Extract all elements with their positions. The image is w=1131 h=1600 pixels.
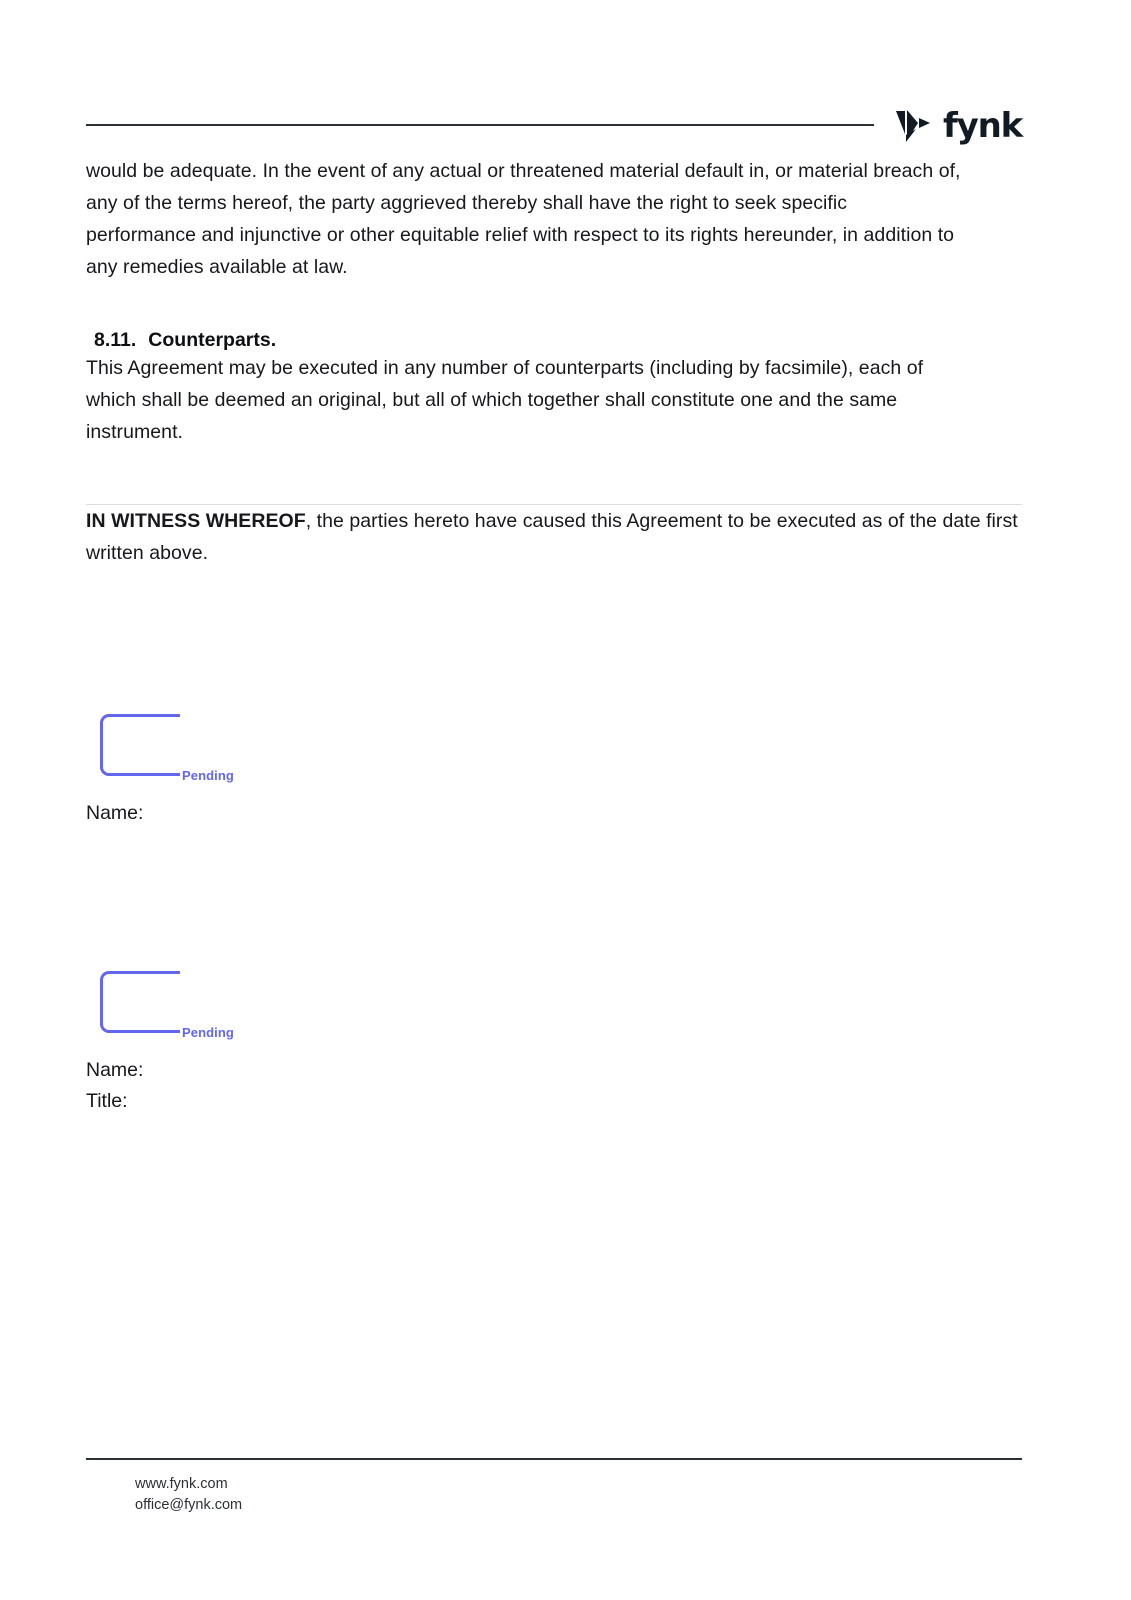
clause-body-paragraph: This Agreement may be executed in any number of counterparts (including by facsimile), each of which shall be deemed an original, but all of which together shall constitute one and the same instrument. — [86, 357, 924, 443]
page-footer — [86, 1458, 1022, 1516]
signature-block-1 — [86, 706, 246, 829]
clause-title: Counterparts. — [148, 329, 277, 351]
signature-block-2 — [86, 963, 246, 1117]
signature-status-badge-2: Pending — [182, 1025, 234, 1040]
footer-rule — [86, 1458, 1022, 1460]
clause-number: 8.11. — [94, 329, 137, 351]
header-rule — [86, 124, 874, 126]
origami-bird-icon — [892, 109, 934, 143]
witness-rest: , the parties hereto have caused this Agreement to be executed as of the date first written above. — [86, 510, 1018, 564]
document-content — [86, 155, 1022, 569]
name-label-1: Name: — [86, 802, 144, 824]
witness-paragraph — [86, 505, 1022, 569]
signature-field-2[interactable] — [86, 963, 246, 1041]
title-label-2: Title: — [86, 1090, 128, 1112]
clause-heading — [94, 329, 1022, 352]
continued-paragraph: would be adequate. In the event of any actual or threatened material default in, or material breach of, any of the terms hereof, the party aggrieved thereby shall have the right to seek specific performance and injunctive or other equitable relief with respect to its rights hereunder, in addition to any remedies available at law. — [86, 160, 961, 278]
footer-website[interactable]: www.fynk.com — [135, 1476, 228, 1492]
name-label-2: Name: — [86, 1059, 144, 1081]
footer-contact — [135, 1474, 1022, 1516]
footer-email[interactable]: office@fynk.com — [135, 1497, 243, 1513]
signature-bracket-icon — [100, 971, 158, 1033]
fynk-logo — [892, 106, 1022, 146]
logo-wordmark: fynk — [943, 106, 1022, 146]
signature-labels-1 — [86, 798, 246, 829]
signature-bracket-icon — [100, 714, 158, 776]
signature-status-badge-1: Pending — [182, 768, 234, 783]
page-header — [86, 96, 1022, 156]
signature-labels-2 — [86, 1055, 246, 1117]
signature-field-1[interactable] — [86, 706, 246, 784]
witness-lead: IN WITNESS WHEREOF — [86, 510, 306, 532]
